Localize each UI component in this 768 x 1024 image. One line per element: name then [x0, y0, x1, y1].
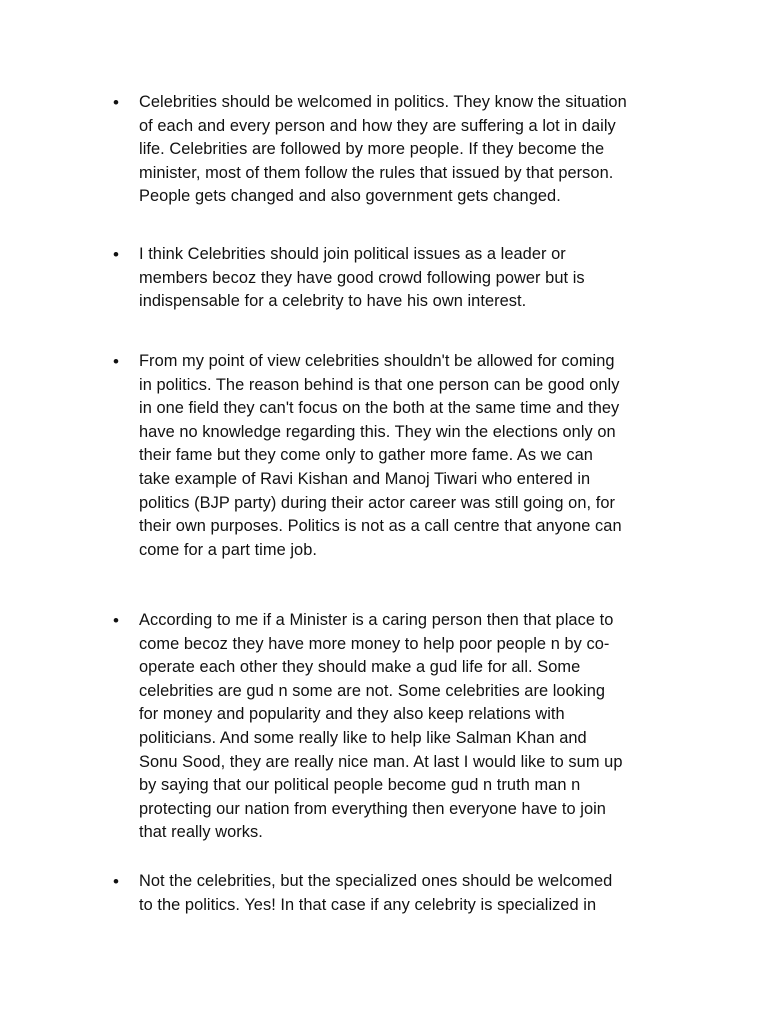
text-line: life. Celebrities are followed by more people. If they become the	[139, 140, 605, 159]
text-line: for money and popularity and they also keep relations with	[139, 705, 565, 724]
text-line: in one field they can't focus on the both at the same time and they	[139, 399, 620, 418]
bullet-marker: •	[113, 611, 119, 630]
text-line: members becoz they have good crowd following power but is	[139, 268, 585, 287]
text-line: by saying that our political people become gud n truth man n	[139, 776, 581, 795]
text-line: minister, most of them follow the rules that issued by that person.	[139, 163, 614, 182]
text-line: politics (BJP party) during their actor career was still going on, for	[139, 493, 615, 512]
text-line: have no knowledge regarding this. They win the elections only on	[139, 422, 616, 441]
bullet-marker: •	[113, 872, 119, 891]
text-line: I think Celebrities should join political issues as a leader or	[139, 245, 566, 263]
text-line: come for a part time job.	[139, 540, 317, 559]
text-line: Sonu Sood, they are really nice man. At last I would like to sum up	[139, 752, 623, 771]
bullet-marker: •	[113, 93, 119, 112]
text-line: indispensable for a celebrity to have his own interest.	[139, 292, 527, 311]
text-line: their own purposes. Politics is not as a call centre that anyone can	[139, 517, 622, 536]
text-line: operate each other they should make a gud life for all. Some	[139, 658, 581, 677]
paragraph-text	[139, 91, 699, 209]
text-line: celebrities are gud n some are not. Some celebrities are looking	[139, 681, 606, 700]
text-line: in politics. The reason behind is that one person can be good only	[139, 375, 620, 394]
text-line: politicians. And some really like to help like Salman Khan and	[139, 728, 587, 747]
bullet-marker: •	[113, 352, 119, 371]
text-line: People gets changed and also government gets changed.	[139, 187, 561, 206]
text-line: According to me if a Minister is a caring person then that place to	[139, 611, 614, 629]
text-line: of each and every person and how they are suffering a lot in daily	[139, 116, 616, 135]
paragraph-text	[139, 870, 699, 917]
text-line: From my point of view celebrities shouldn't be allowed for coming	[139, 352, 615, 370]
paragraph-text	[139, 609, 699, 845]
text-line: that really works.	[139, 823, 263, 842]
paragraph-text	[139, 243, 699, 314]
paragraph-text	[139, 350, 699, 562]
text-line: Celebrities should be welcomed in politics. They know the situation	[139, 93, 627, 111]
text-line: take example of Ravi Kishan and Manoj Tiwari who entered in	[139, 469, 591, 488]
bullet-marker: •	[113, 245, 119, 264]
text-line: to the politics. Yes! In that case if any celebrity is specialized in	[139, 895, 597, 914]
text-line: protecting our nation from everything then everyone have to join	[139, 799, 606, 818]
text-line: Not the celebrities, but the specialized ones should be welcomed	[139, 872, 613, 890]
text-line: their fame but they come only to gather more fame. As we can	[139, 446, 593, 465]
text-line: come becoz they have more money to help poor people n by co-	[139, 634, 610, 653]
